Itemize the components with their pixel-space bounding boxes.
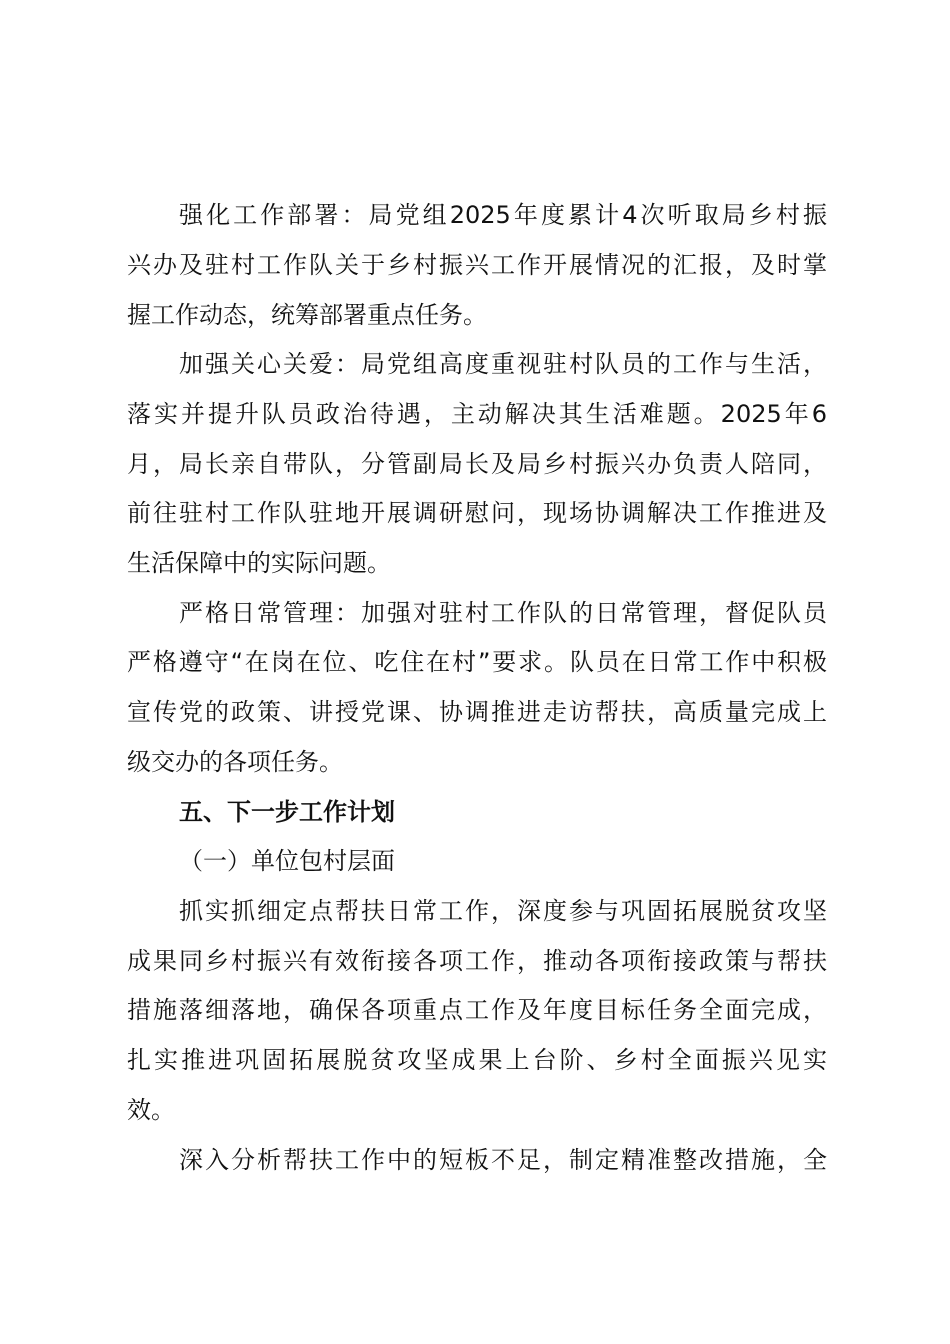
- paragraph-line: 前往驻村工作队驻地开展调研慰问，现场协调解决工作推进及: [127, 499, 827, 527]
- paragraph-line: 扎实推进巩固拓展脱贫攻坚成果上台阶、乡村全面振兴见实: [127, 1046, 827, 1074]
- paragraph-line: 措施落细落地，确保各项重点工作及年度目标任务全面完成，: [127, 996, 827, 1024]
- paragraph-line: 抓实抓细定点帮扶日常工作，深度参与巩固拓展脱贫攻坚: [179, 897, 827, 925]
- paragraph-line: 兴办及驻村工作队关于乡村振兴工作开展情况的汇报，及时掌: [127, 251, 827, 279]
- paragraph-line: 严格日常管理：加强对驻村工作队的日常管理，督促队员: [179, 599, 827, 627]
- paragraph-line: 宣传党的政策、讲授党课、协调推进走访帮扶，高质量完成上: [127, 698, 827, 726]
- paragraph-line: 月，局长亲自带队，分管副局长及局乡村振兴办负责人陪同，: [127, 450, 827, 478]
- subsection-heading: （一）单位包村层面: [179, 847, 395, 875]
- paragraph-line: 加强关心关爱：局党组高度重视驻村队员的工作与生活，: [179, 350, 827, 378]
- paragraph-line: 落实并提升队员政治待遇，主动解决其生活难题。2025年6: [127, 400, 827, 428]
- paragraph-line: 级交办的各项任务。: [127, 748, 343, 776]
- paragraph-line: 效。: [127, 1096, 175, 1124]
- paragraph-line: 强化工作部署：局党组2025年度累计4次听取局乡村振: [179, 201, 827, 229]
- section-heading: 五、下一步工作计划: [179, 798, 395, 826]
- paragraph-line: 生活保障中的实际问题。: [127, 549, 391, 577]
- paragraph-line: 严格遵守“在岗在位、吃住在村”要求。队员在日常工作中积极: [127, 648, 827, 676]
- paragraph-line: 深入分析帮扶工作中的短板不足，制定精准整改措施，全: [179, 1146, 827, 1174]
- paragraph-line: 成果同乡村振兴有效衔接各项工作，推动各项衔接政策与帮扶: [127, 947, 827, 975]
- paragraph-line: 握工作动态，统筹部署重点任务。: [127, 301, 487, 329]
